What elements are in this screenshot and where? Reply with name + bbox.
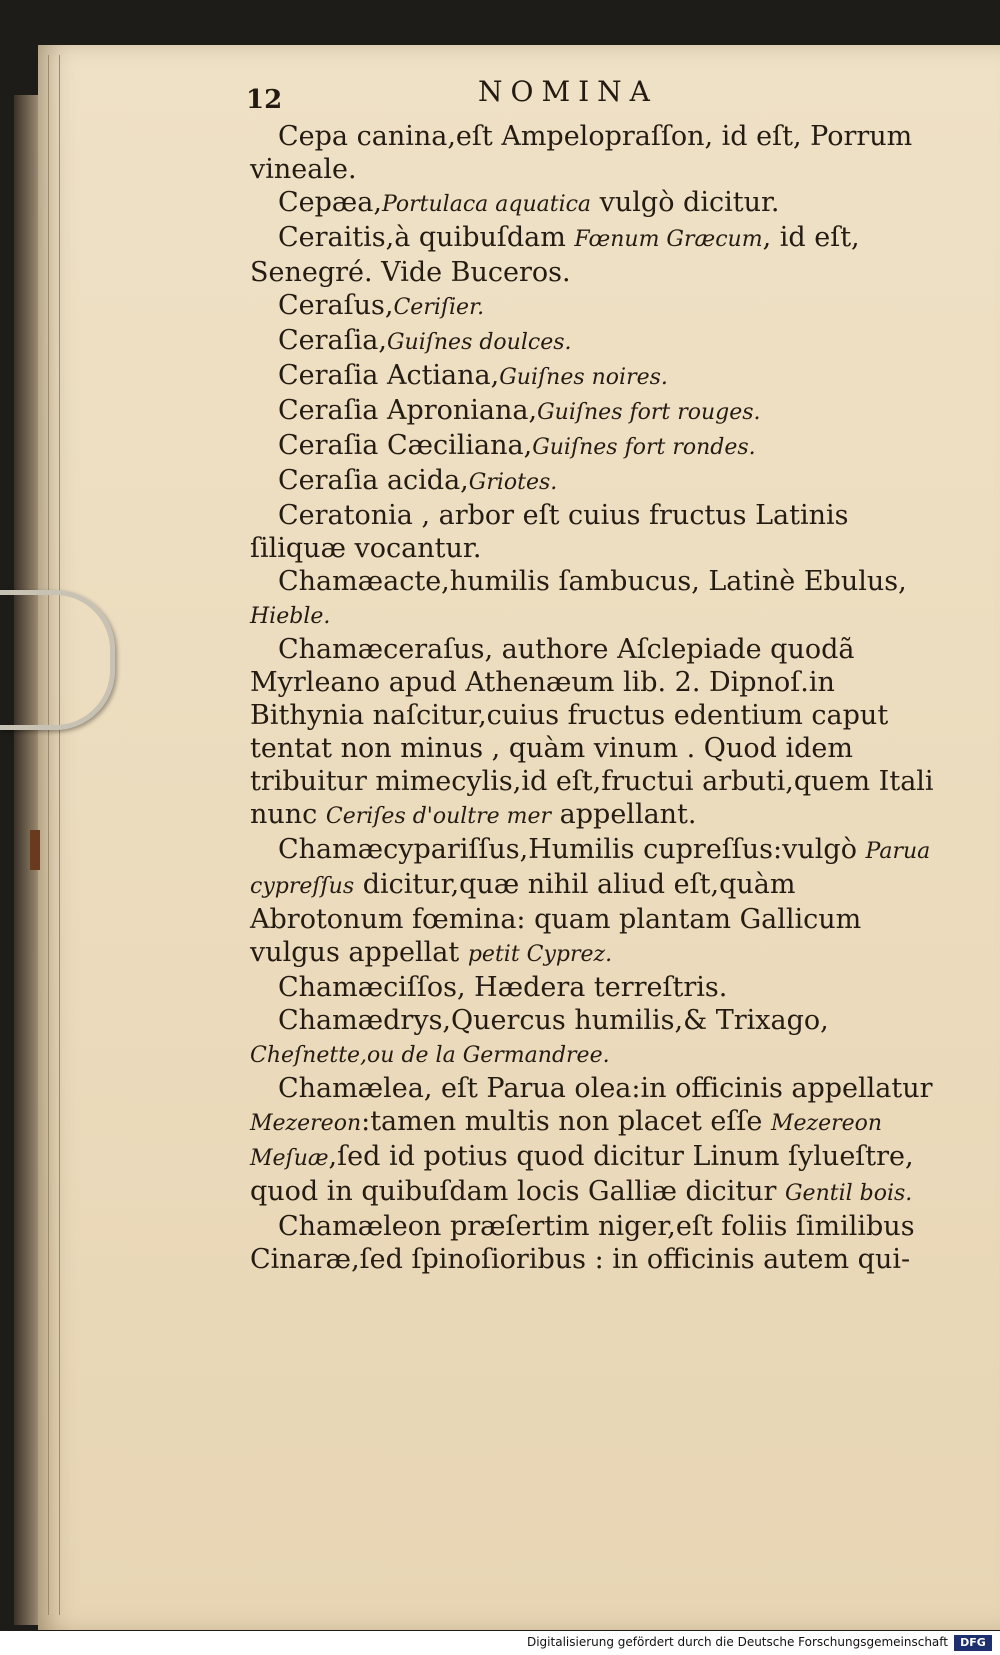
entry: Chamæacte,humilis ſambucus, Latinè Ebulus, Hieble. — [250, 566, 907, 629]
text-block — [250, 120, 950, 1276]
footer-bar — [0, 1631, 1000, 1655]
footer-credit: Digitalisierung gefördert durch die Deutsche Forschungsgemeinschaft — [526, 1635, 948, 1649]
entry: Ceraſia acida,Griotes. — [278, 465, 558, 496]
entry: Chamæceraſus, authore Aſclepiade quodã Myrleano apud Athenæum lib. 2. Dipnoſ.in Bithynia naſcitur,cuius fructus edentium caput tentat non minus , quàm vinum . Quod idem tribuitur mimecylis,id eſt,fructui arbuti,quem Itali nunc Ceriſes d'oultre mer appellant. — [250, 634, 934, 830]
entry: Ceratonia , arbor eſt cuius fructus Latinis ſiliquæ vocantur. — [250, 500, 849, 564]
entry: Cepa canina,eſt Ampelopraſſon, id eſt, Porrum vineale. — [250, 121, 913, 185]
entry: Chamæciſſos, Hædera terreſtris. — [278, 972, 728, 1003]
page-edge-lines — [48, 55, 60, 1615]
entry: Chamæcypariſſus,Humilis cupreſſus:vulgò Parua cypreſſus dicitur,quæ nihil aliud eſt,quàm Abrotonum fœmina: quam plantam Gallicum vulgus appellat petit Cyprez. — [250, 834, 931, 968]
entry: Cepæa,Portulaca aquatica vulgò dicitur. — [278, 187, 780, 218]
entry: Ceraſia Aproniana,Guiſnes fort rouges. — [278, 395, 761, 426]
entry: Chamælea, eſt Parua olea:in officinis appellatur Mezereon:tamen multis non placet eſſe Mezereon Meſuæ,ſed id potius quod dicitur Linum ſylueſtre, quod in quibuſdam locis Galliæ dicitur Gentil bois. — [250, 1073, 933, 1207]
dfg-logo-icon: DFG — [954, 1635, 992, 1651]
page-number: 12 — [246, 85, 283, 115]
book-page — [38, 45, 1000, 1630]
page-marker-tab — [30, 830, 40, 870]
entry: Ceraſia Actiana,Guiſnes noires. — [278, 360, 668, 391]
entry: Ceraitis,à quibuſdam Fœnum Græcum, id eſt, Senegré. Vide Buceros. — [250, 222, 860, 288]
entry: Ceraſus,Ceriſier. — [278, 290, 485, 321]
book-clip — [0, 590, 115, 730]
entry: Ceraſia,Guiſnes doulces. — [278, 325, 572, 356]
running-head: NOMINA — [478, 75, 658, 108]
entry: Ceraſia Cæciliana,Guiſnes fort rondes. — [278, 430, 756, 461]
entry: Chamædrys,Quercus humilis,& Trixago, Cheſnette,ou de la Germandree. — [250, 1005, 829, 1068]
entry: Chamæleon præſertim niger,eſt foliis ſimilibus Cinaræ,ſed ſpinoſioribus : in officinis autem qui- — [250, 1211, 915, 1275]
